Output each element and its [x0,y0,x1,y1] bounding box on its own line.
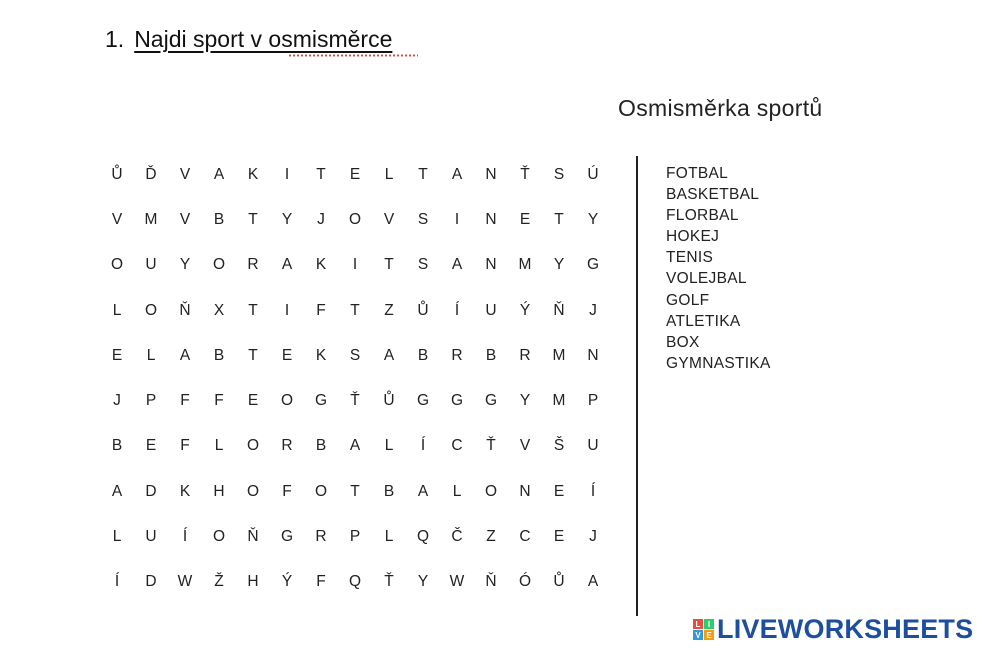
grid-letter[interactable]: V [383,210,395,228]
grid-letter[interactable]: Č [451,528,463,546]
grid-letter[interactable]: Ť [520,165,530,183]
logo-square: L [693,619,703,629]
grid-letter[interactable]: Ý [281,573,293,591]
grid-letter[interactable]: E [145,437,157,455]
grid-letter[interactable]: R [247,256,259,274]
grid-letter[interactable]: T [316,165,326,183]
grid-letter[interactable]: Í [182,528,188,546]
grid-letter[interactable]: Ů [383,392,395,410]
grid-letter[interactable]: Í [590,482,596,500]
grid-letter[interactable]: J [589,528,597,546]
word-list-item: VOLEJBAL [666,270,747,288]
grid-letter[interactable]: Ú [587,165,599,183]
grid-letter[interactable]: A [111,482,123,500]
grid-letter[interactable]: Y [519,392,531,410]
grid-letter[interactable]: K [247,165,259,183]
grid-letter[interactable]: B [383,482,395,500]
grid-letter[interactable]: J [317,210,325,228]
grid-letter[interactable]: E [281,346,293,364]
grid-letter[interactable]: F [180,437,190,455]
grid-letter[interactable]: L [112,301,122,319]
grid-letter[interactable]: S [417,210,429,228]
grid-letter[interactable]: T [350,301,360,319]
grid-letter[interactable]: Ň [485,573,497,591]
grid-letter[interactable]: N [485,256,497,274]
grid-letter[interactable]: B [213,346,225,364]
grid-letter[interactable]: Z [486,528,496,546]
grid-letter[interactable]: Y [587,210,599,228]
grid-letter[interactable]: Ň [553,301,565,319]
logo-square: E [704,630,714,640]
grid-letter[interactable]: Ť [384,573,394,591]
grid-letter[interactable]: P [587,392,599,410]
grid-letter[interactable]: O [144,301,158,319]
grid-letter[interactable]: T [248,301,258,319]
grid-letter[interactable]: L [214,437,224,455]
grid-letter[interactable]: K [315,346,327,364]
word-list-item: FOTBAL [666,165,729,182]
grid-letter[interactable]: A [417,482,429,500]
grid-letter[interactable]: H [213,482,225,500]
grid-letter[interactable]: R [281,437,293,455]
grid-letter[interactable]: A [179,346,191,364]
grid-letter[interactable]: S [553,165,565,183]
grid-letter[interactable]: G [586,256,600,274]
grid-letter[interactable]: B [315,437,327,455]
grid-letter[interactable]: A [451,256,463,274]
grid-letter[interactable]: N [519,482,531,500]
grid-letter[interactable]: V [179,165,191,183]
grid-letter[interactable]: G [450,392,464,410]
grid-letter[interactable]: O [280,392,294,410]
grid-letter[interactable]: Ů [417,301,429,319]
grid-letter[interactable]: B [213,210,225,228]
puzzle-title: Osmisměrka sportů [618,95,823,121]
grid-letter[interactable]: O [314,482,328,500]
grid-letter[interactable]: R [451,346,463,364]
grid-letter[interactable]: Q [348,573,362,591]
grid-letter[interactable]: E [553,482,565,500]
grid-letter[interactable]: Í [454,301,460,319]
word-list [666,163,771,374]
grid-letter[interactable]: X [213,301,225,319]
grid-letter[interactable]: R [315,528,327,546]
brand-name: LIVEWORKSHEETS [717,614,974,644]
grid-letter[interactable]: I [454,210,460,228]
grid-letter[interactable]: Z [384,301,394,319]
grid-letter[interactable]: T [248,210,258,228]
grid-letter[interactable]: J [113,392,121,410]
grid-letter[interactable]: R [519,346,531,364]
grid-letter[interactable]: M [552,392,566,410]
grid-letter[interactable]: A [383,346,395,364]
grid-letter[interactable]: D [145,573,157,591]
grid-letter[interactable]: M [144,210,158,228]
grid-letter[interactable]: U [587,437,599,455]
grid-letter[interactable]: A [451,165,463,183]
logo-square: I [704,619,714,629]
word-list-item: FLORBAL [666,207,739,225]
grid-letter[interactable]: I [284,165,290,183]
grid-letter[interactable]: T [554,210,564,228]
grid-letter[interactable]: V [519,437,531,455]
grid-letter[interactable]: Ň [179,301,191,319]
grid-letter[interactable]: Ť [486,437,496,455]
divider-line [636,156,638,616]
grid-letter[interactable]: A [349,437,361,455]
grid-letter[interactable]: E [553,528,565,546]
grid-letter[interactable]: H [247,573,259,591]
grid-letter[interactable]: Q [416,528,430,546]
grid-letter[interactable]: V [111,210,123,228]
grid-letter[interactable]: G [280,528,294,546]
grid-letter[interactable]: L [384,528,394,546]
grid-letter[interactable]: Ž [214,573,224,591]
grid-letter[interactable]: F [282,482,292,500]
grid-letter[interactable]: C [519,528,531,546]
grid-letter[interactable]: B [485,346,497,364]
word-list-item: BOX [666,333,700,351]
grid-letter[interactable]: E [519,210,531,228]
grid-letter[interactable]: Ů [111,165,123,183]
word-list-item: BASKETBAL [666,186,760,204]
grid-letter[interactable]: O [212,256,226,274]
grid-letter[interactable]: Y [417,573,429,591]
grid-letter[interactable]: J [589,301,597,319]
grid-letter[interactable]: I [284,301,290,319]
grid-letter[interactable]: T [350,482,360,500]
grid-letter[interactable]: L [452,482,462,500]
grid-letter[interactable]: Í [114,573,120,591]
grid-letter[interactable]: O [348,210,362,228]
word-list-item: TENIS [666,249,714,267]
grid-letter[interactable]: Ů [553,573,565,591]
grid-letter[interactable]: P [349,528,361,546]
word-list-item: GOLF [666,291,710,309]
grid-letter[interactable]: Ť [350,392,360,410]
grid-letter[interactable]: L [146,346,156,364]
grid-letter[interactable]: K [179,482,191,500]
grid-letter[interactable]: B [111,437,123,455]
grid-letter[interactable]: U [485,301,497,319]
grid-letter[interactable]: A [281,256,293,274]
grid-letter[interactable]: O [110,256,124,274]
brand-logo [693,614,973,645]
grid-letter[interactable]: W [449,573,465,591]
letter-grid [100,152,610,605]
task-title: Najdi sport v osmisměrce [134,26,393,52]
grid-letter[interactable]: M [518,256,532,274]
word-list-item: HOKEJ [666,228,720,246]
grid-letter[interactable]: S [349,346,361,364]
grid-letter[interactable]: A [213,165,225,183]
word-list-item: GYMNASTIKA [666,354,771,372]
grid-letter[interactable]: Y [179,256,191,274]
grid-letter[interactable]: D [145,482,157,500]
grid-letter[interactable]: G [416,392,430,410]
grid-letter[interactable]: F [316,573,326,591]
grid-letter[interactable]: Š [553,437,565,455]
grid-letter[interactable]: C [451,437,463,455]
grid-letter[interactable]: A [587,573,599,591]
grid-letter[interactable]: F [316,301,326,319]
grid-letter[interactable]: F [180,392,190,410]
grid-letter[interactable]: N [485,165,497,183]
grid-letter[interactable]: B [417,346,429,364]
grid-letter[interactable]: O [246,437,260,455]
grid-letter[interactable]: T [418,165,428,183]
grid-letter[interactable]: S [417,256,429,274]
grid-letter[interactable]: E [349,165,361,183]
grid-letter[interactable]: K [315,256,327,274]
grid-letter[interactable]: O [484,482,498,500]
liveworksheets-icon [693,619,714,640]
grid-letter[interactable]: Í [420,437,426,455]
spellcheck-underline [288,54,418,57]
task-number: 1. [105,26,125,52]
grid-letter[interactable]: L [112,528,122,546]
grid-letter[interactable]: Y [281,210,293,228]
grid-letter[interactable]: P [145,392,157,410]
grid-letter[interactable]: L [384,165,394,183]
task-heading [105,26,392,53]
grid-letter[interactable]: Y [553,256,565,274]
grid-letter[interactable]: Ň [247,528,259,546]
grid-letter[interactable]: U [145,256,157,274]
grid-letter[interactable]: E [111,346,123,364]
logo-square: V [693,630,703,640]
word-list-item: ATLETIKA [666,312,741,330]
grid-letter[interactable]: F [214,392,224,410]
grid-letter[interactable]: G [484,392,498,410]
grid-letter[interactable]: T [384,256,394,274]
grid-letter[interactable]: U [145,528,157,546]
grid-letter[interactable]: O [246,482,260,500]
grid-letter[interactable]: T [248,346,258,364]
grid-letter[interactable]: Ó [518,573,532,591]
grid-letter[interactable]: Ý [519,301,531,319]
grid-letter[interactable]: Ď [145,165,157,183]
grid-letter[interactable]: N [485,210,497,228]
grid-letter[interactable]: G [314,392,328,410]
grid-letter[interactable]: E [247,392,259,410]
grid-letter[interactable]: W [177,573,193,591]
grid-letter[interactable]: I [352,256,358,274]
grid-letter[interactable]: M [552,346,566,364]
grid-letter[interactable]: N [587,346,599,364]
grid-letter[interactable]: L [384,437,394,455]
grid-letter[interactable]: O [212,528,226,546]
grid-letter[interactable]: V [179,210,191,228]
